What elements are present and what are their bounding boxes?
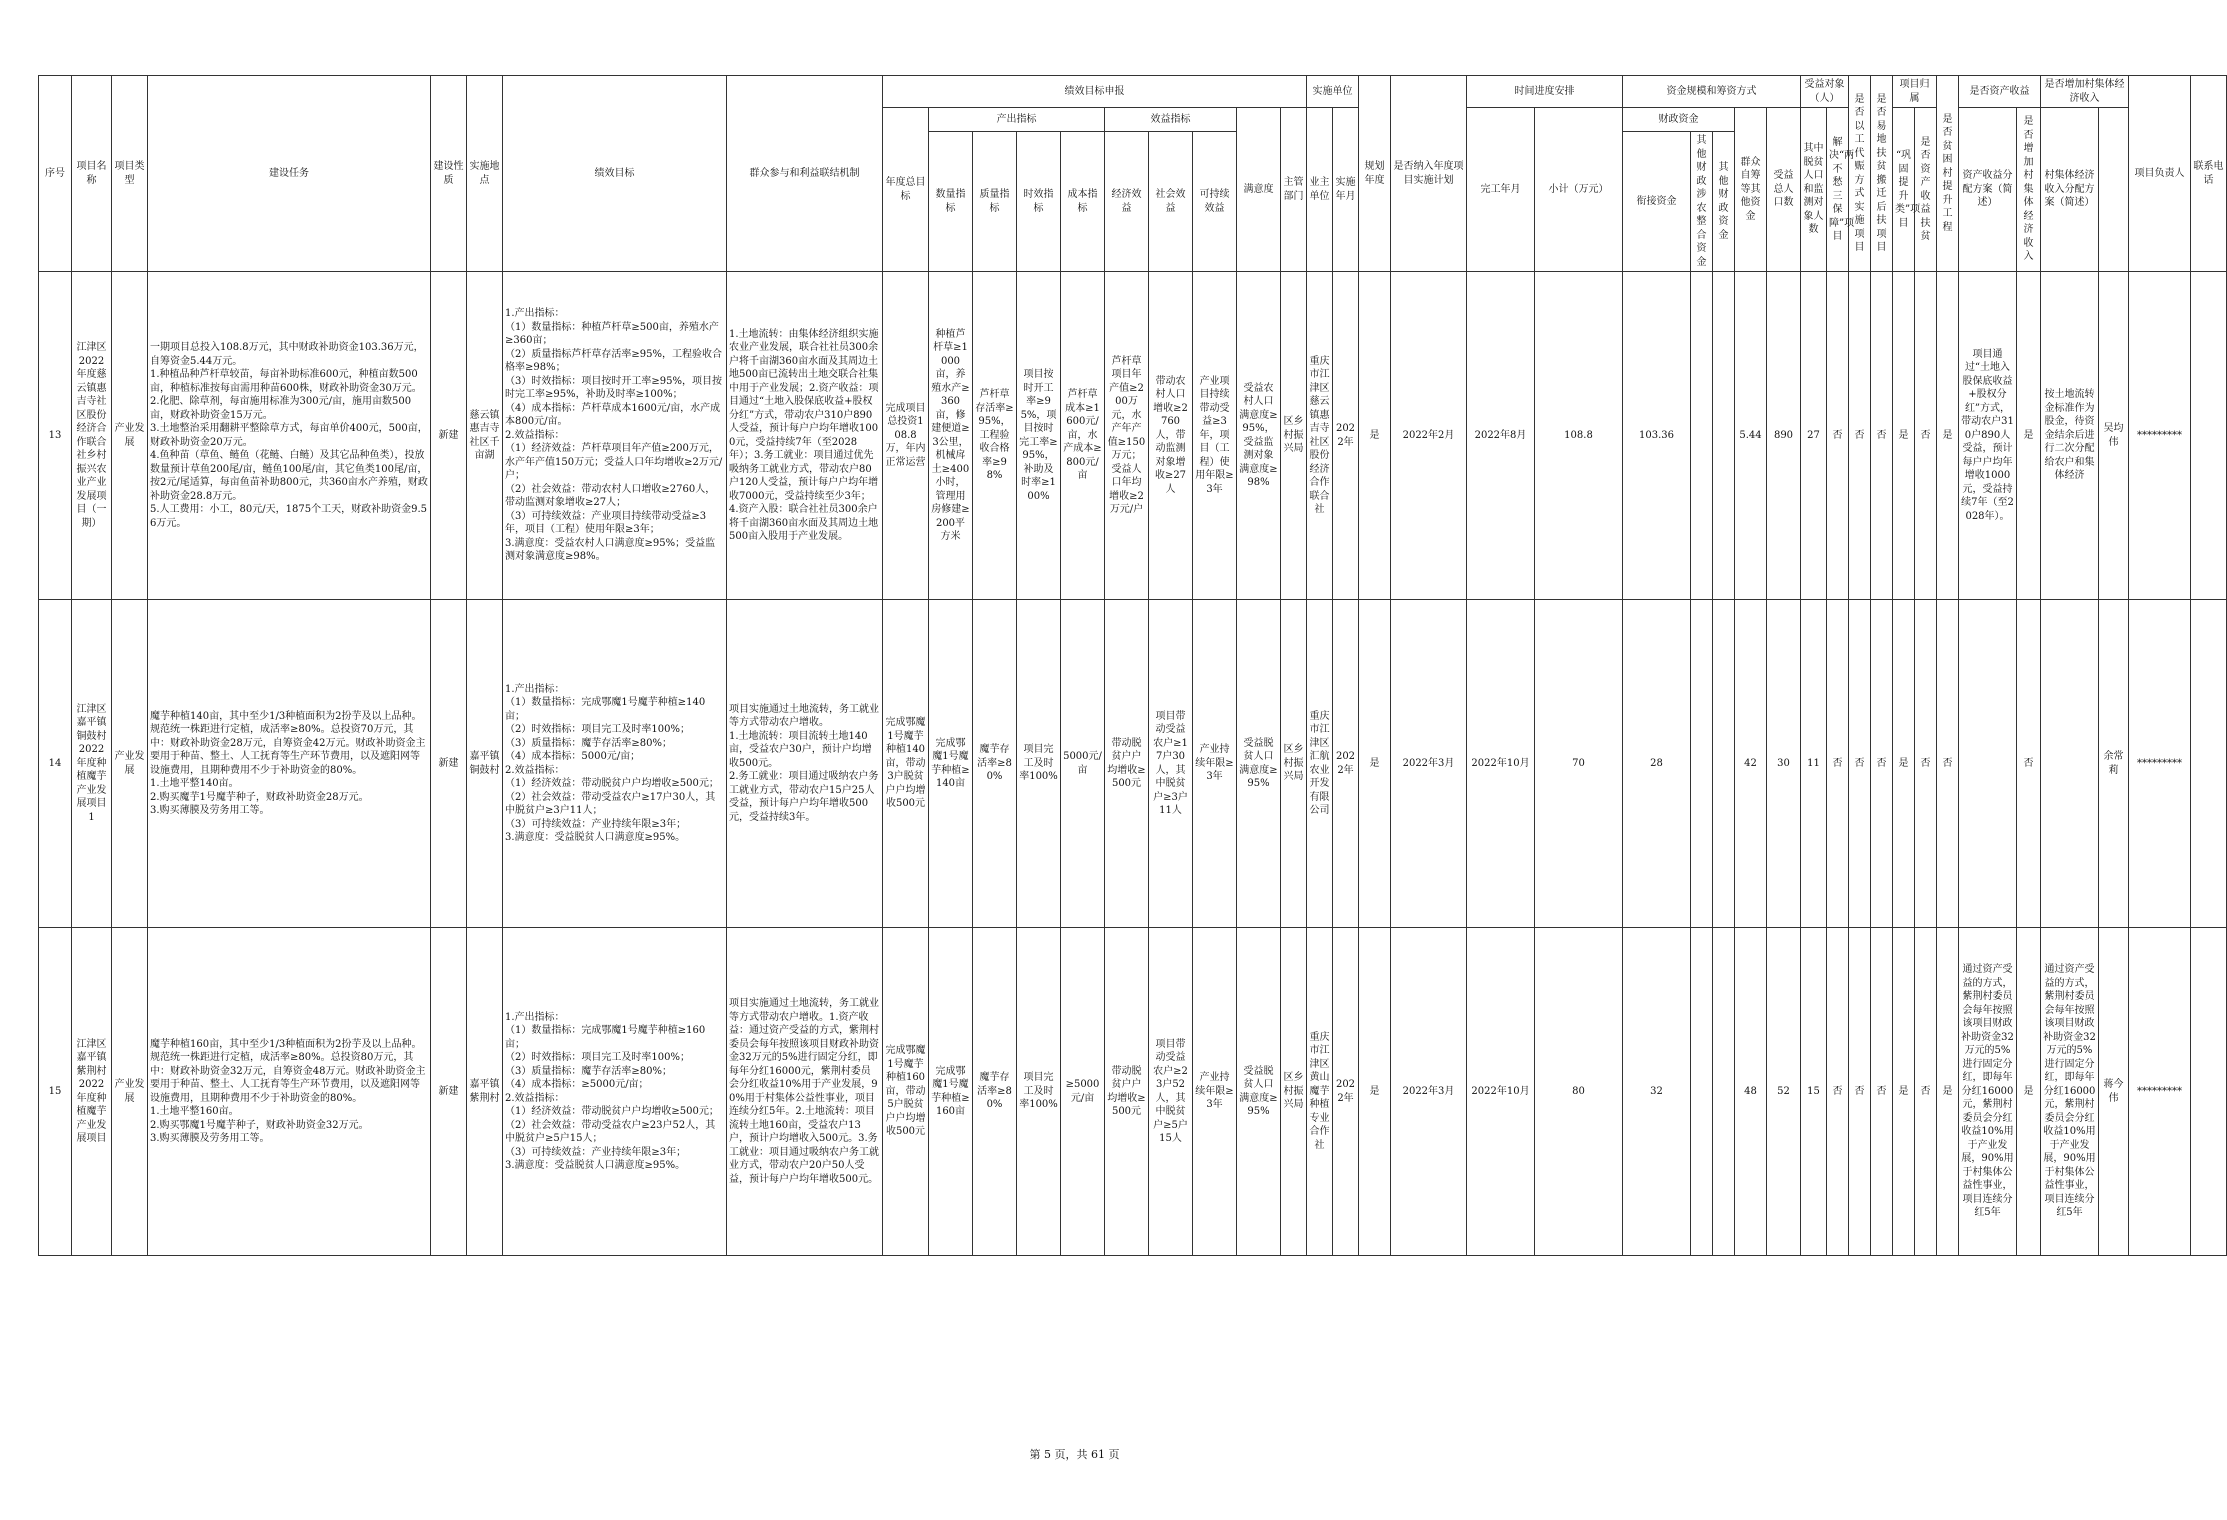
cell-self: 48 <box>1735 928 1767 1256</box>
header-benefit-group: 效益指标 <box>1105 108 1237 132</box>
header-place: 实施地点 <box>467 76 503 272</box>
cell-satisfy: 受益脱贫人口满意度≥95% <box>1237 928 1281 1256</box>
cell-two-guar: 否 <box>1871 272 1893 600</box>
header-annual-goal: 年度总目标 <box>883 108 929 272</box>
cell-dept: 区乡村振兴局 <box>1281 928 1307 1256</box>
cell-annual-goal: 完成鄂魔1号魔芋种植160亩，带动5户脱贫户户均增收500元 <box>883 928 929 1256</box>
cell-benef-total: 52 <box>1767 928 1801 1256</box>
cell-phone: ********* <box>2129 272 2191 600</box>
header-linked: 衔接资金 <box>1623 132 1691 272</box>
cell-nature: 新建 <box>431 600 467 928</box>
header-income-yes: 是否增加村集体经济收入 <box>2017 108 2041 272</box>
header-start: 实施年月 <box>1333 108 1359 272</box>
header-owner: 业主单位 <box>1307 108 1333 272</box>
cell-owner: 重庆市江津区慈云镇惠吉寺社区股份经济合作联合社 <box>1307 272 1333 600</box>
cell-end: 2022年10月 <box>1467 928 1535 1256</box>
header-dept: 主管部门 <box>1281 108 1307 272</box>
cell-cost: 5000元/亩 <box>1061 600 1105 928</box>
cell-relocation: 否 <box>1849 600 1871 928</box>
cell-phone: ********* <box>2129 600 2191 928</box>
header-other-fiscal: 其他财政涉农整合资金 <box>1691 132 1713 272</box>
header-village-proj: 是否贫困村提升工程 <box>1937 76 1959 272</box>
cell-end: 2022年8月 <box>1467 272 1535 600</box>
header-unit-group: 实施单位 <box>1307 76 1359 108</box>
cell-econ: 带动脱贫户户均增收≥500元 <box>1105 928 1149 1256</box>
cell-goal: 1.产出指标： （1）数量指标：种植芦杆草≥500亩，养殖水产≥360亩； （2）质量指标芦杆草存活率≥95%，工程验收合格率≥98%； （3）时效指标：项目按时开工率≥95%，项目按时完工率≥95%，补助及时率≥100%； （4）成本指标：芦杆草成本1600元/亩，水产成本800元/亩。 2.效益指标： （1）经济效益：芦杆草项目年产值≥200万元，水产年产值150万元；受益人口年均增收≥2万元/户； （2）社会效益：带动农村人口增收≥2760人，带动监测对象增收≥27人； （3）可持续效益：产业项目持续带动受益≥3年，项目（工程）使用年限≥3年； 3.满意度：受益农村人口满意度≥95%；受益监测对象满意度≥98%。 <box>503 272 727 600</box>
cell-place: 慈云镇惠吉寺社区千亩湖 <box>467 272 503 600</box>
header-seq: 序号 <box>39 76 72 272</box>
cell-goal: 1.产出指标： （1）数量指标：完成鄂魔1号魔芋种植≥140亩； （2）时效指标：项目完工及时率100%； （3）质量指标：魔芋存活率≥80%； （4）成本指标：5000元/亩； 2.效益指标： （1）经济效益：带动脱贫户户均增收≥500元； （2）社会效益：带动受益农户≥17户30人，其中脱贫户≥3户11人； （3）可持续效益：产业持续年限≥3年； 3.满意度：受益脱贫人口满意度≥95%。 <box>503 600 727 928</box>
cell-total: 80 <box>1535 928 1623 1256</box>
cell-self: 5.44 <box>1735 272 1767 600</box>
cell-lead: 余常莉 <box>2099 600 2129 928</box>
cell-mech: 项目实施通过土地流转，务工就业等方式带动农户增收。1.资产收益：通过资产受益的方式，紫荆村委员会每年按照该项目财政补助资金32万元的5%进行固定分红，即每年分红16000元，紫荆村委员会分红收益10%用于产业发展，90%用于村集体公益性事业，项目连续分红5年。2.土地流转：项目流转土地160亩，受益农户13户，预计户均增收入500元。3.务工就业：项目通过吸纳农户务工就业方式，带动农户20户50人受益，预计每户户均年增收500元。 <box>727 928 883 1256</box>
cell-social: 项目带动受益农户≥23户52人，其中脱贫户≥5户15人 <box>1149 928 1193 1256</box>
cell-other-fiscal <box>1691 600 1713 928</box>
cell-in-plan: 是 <box>1359 272 1391 600</box>
cell-quality: 魔芋存活率≥80% <box>973 928 1017 1256</box>
cell-work-relief: 否 <box>1827 600 1849 928</box>
header-social: 社会效益 <box>1149 132 1193 272</box>
cell-asset-yes: 是 <box>1937 928 1959 1256</box>
header-nature: 建设性质 <box>431 76 467 272</box>
header-work-relief: 是否以工代赈方式实施项目 <box>1849 76 1871 272</box>
cell-dept: 区乡村振兴局 <box>1281 600 1307 928</box>
cell-other2 <box>1713 928 1735 1256</box>
cell-benef-total: 890 <box>1767 272 1801 600</box>
cell-cost: ≥5000元/亩 <box>1061 928 1105 1256</box>
header-econ: 经济效益 <box>1105 132 1149 272</box>
header-time-group: 时间进度安排 <box>1467 76 1623 108</box>
header-cost: 成本指标 <box>1061 132 1105 272</box>
cell-lead: 吴均伟 <box>2099 272 2129 600</box>
header-two-guar: 解决“两不愁三保障”项目 <box>1827 108 1849 272</box>
cell-lead: 蒋今伟 <box>2099 928 2129 1256</box>
cell-sustain: 产业项目持续带动受益≥3年，项目（工程）使用年限≥3年 <box>1193 272 1237 600</box>
cell-plan-year: 2022年 <box>1333 928 1359 1256</box>
cell-village-proj: 否 <box>1915 600 1937 928</box>
cell-village-proj: 否 <box>1915 272 1937 600</box>
header-consolidate: “巩固提升类”项目 <box>1893 108 1915 272</box>
cell-two-guar: 否 <box>1871 600 1893 928</box>
cell-start: 2022年3月 <box>1391 600 1467 928</box>
cell-place: 嘉平镇紫荆村 <box>467 928 503 1256</box>
cell-type: 产业发展 <box>112 272 148 600</box>
header-asset-group: 是否资产收益 <box>1959 76 2041 108</box>
cell-phone: ********* <box>2129 928 2191 1256</box>
header-self: 群众自筹等其他资金 <box>1735 108 1767 272</box>
cell-benef-total: 30 <box>1767 600 1801 928</box>
cell-linked: 28 <box>1623 600 1691 928</box>
cell-type: 产业发展 <box>112 600 148 928</box>
cell-total: 70 <box>1535 600 1623 928</box>
cell-remark <box>2191 272 2227 600</box>
header-benef-group: 受益对象（人） <box>1801 76 1849 108</box>
cell-asset-plan <box>1959 600 2017 928</box>
cell-seq: 15 <box>39 928 72 1256</box>
cell-place: 嘉平镇铜鼓村 <box>467 600 503 928</box>
header-goal: 绩效目标 <box>503 76 727 272</box>
cell-two-guar: 否 <box>1871 928 1893 1256</box>
header-quality: 质量指标 <box>973 132 1017 272</box>
cell-start: 2022年3月 <box>1391 928 1467 1256</box>
cell-sustain: 产业持续年限≥3年 <box>1193 928 1237 1256</box>
header-output-group: 产出指标 <box>929 108 1105 132</box>
cell-annual-goal: 完成鄂魔1号魔芋种植140亩，带动3户脱贫户户均增收500元 <box>883 600 929 928</box>
header-task: 建设任务 <box>148 76 431 272</box>
header-mech: 群众参与和利益联结机制 <box>727 76 883 272</box>
cell-income-yes: 是 <box>2017 272 2041 600</box>
cell-nature: 新建 <box>431 272 467 600</box>
cell-asset-plan: 项目通过“土地入股保底收益+股权分红”方式，带动农户310户890人受益，预计每户户均年增收1000元，受益持续7年（至2028年）。 <box>1959 272 2017 600</box>
cell-goal: 1.产出指标： （1）数量指标：完成鄂魔1号魔芋种植≥160亩； （2）时效指标：项目完工及时率100%； （3）质量指标：魔芋存活率≥80%； （4）成本指标：≥5000元/亩； 2.效益指标： （1）经济效益：带动脱贫户户均增收≥500元； （2）社会效益：带动受益农户≥23户52人，其中脱贫户≥5户15人； （3）可持续效益：产业持续年限≥3年； 3.满意度：受益脱贫人口满意度≥95%。 <box>503 928 727 1256</box>
cell-plan-year: 2022年 <box>1333 600 1359 928</box>
header-other2: 其他财政资金 <box>1713 132 1735 272</box>
header-satisfy: 满意度 <box>1237 108 1281 272</box>
cell-work-relief: 否 <box>1827 272 1849 600</box>
cell-name: 江津区嘉平镇铜鼓村2022年度种植魔芋产业发展项目1 <box>72 600 112 928</box>
cell-task: 一期项目总投入108.8万元，其中财政补助资金103.36万元，自筹资金5.44万元。 1.种植品种芦杆草较苗，每亩补助标准600元，种植亩数500亩，种植标准按每亩需用种苗600株，财政补助资金30万元。 2.化肥、除草剂，每亩施用标准为300元/亩，施用亩数500亩，财政补助资金15万元。 3.土地整治采用翻耕平整除草方式，每亩单价400元，500亩，财政补助资金20万元。 4.鱼种苗（草鱼、鲢鱼（花鲢、白鲢）及其它品种鱼类），投放数量预计草鱼200尾/亩，鲢鱼100尾/亩，其它鱼类100尾/亩，按2元/尾适算，每亩鱼苗补助800元，共360亩水产养殖，财政补助资金28.8万元。 5.人工费用：小工，80元/天，1875个工天，财政补助资金9.56万元。 <box>148 272 431 600</box>
cell-name: 江津区嘉平镇紫荆村2022年度种植魔芋产业发展项目 <box>72 928 112 1256</box>
cell-quality: 芦杆草存活率≥95%，工程验收合格率≥98% <box>973 272 1017 600</box>
cell-other2 <box>1713 600 1735 928</box>
cell-nature: 新建 <box>431 928 467 1256</box>
cell-owner: 重庆市江津区黄山魔芋种植专业合作社 <box>1307 928 1333 1256</box>
cell-income-plan <box>2041 600 2099 928</box>
cell-other2 <box>1713 272 1735 600</box>
cell-quality: 魔芋存活率≥80% <box>973 600 1017 928</box>
cell-time: 项目按时开工率≥95%，项目按时完工率≥95%，补助及时率≥100% <box>1017 272 1061 600</box>
cell-cost: 芦杆草成本≥1600元/亩，水产成本≥800元/亩 <box>1061 272 1105 600</box>
cell-econ: 带动脱贫户户均增收≥500元 <box>1105 600 1149 928</box>
header-phone: 联系电话 <box>2191 76 2227 272</box>
cell-task: 魔芋种植160亩，其中至少1/3种植面积为2扮芋及以上品种。规范统一株距进行定植，成活率≥80%。总投资80万元，其中：财政补助资金32万元，自筹资金48万元。财政补助资金主要用于种苗、整土、人工抚育等生产环节费用，以及遮阳网等设施费用，且期种费用不少于补助资金的80%。 1.土地平整160亩。 2.购买鄂魔1号魔芋种子，财政补助资金32万元。 3.购买薄膜及劳务用工等。 <box>148 928 431 1256</box>
header-asset-plan: 资产收益分配方案（简述） <box>1959 108 2017 272</box>
cell-start: 2022年2月 <box>1391 272 1467 600</box>
header-lead: 项目负责人 <box>2129 76 2191 272</box>
cell-income-yes: 否 <box>2017 600 2041 928</box>
cell-total: 108.8 <box>1535 272 1623 600</box>
header-fund-group: 资金规模和筹资方式 <box>1623 76 1801 108</box>
project-table <box>38 75 2227 1256</box>
cell-other-fiscal <box>1691 928 1713 1256</box>
header-time: 时效指标 <box>1017 132 1061 272</box>
cell-dept: 区乡村振兴局 <box>1281 272 1307 600</box>
cell-qty: 完成鄂魔1号魔芋种植≥160亩 <box>929 928 973 1256</box>
table-row <box>39 600 2227 928</box>
cell-type: 产业发展 <box>112 928 148 1256</box>
cell-qty: 完成鄂魔1号魔芋种植≥140亩 <box>929 600 973 928</box>
cell-asset-yes: 否 <box>1937 600 1959 928</box>
header-in-plan: 是否纳入年度项目实施计划 <box>1391 76 1467 272</box>
cell-income-yes: 是 <box>2017 928 2041 1256</box>
cell-linked: 32 <box>1623 928 1691 1256</box>
page-footer: 第 5 页，共 61 页 <box>1029 1448 1120 1461</box>
cell-consolidate: 是 <box>1893 600 1915 928</box>
header-end: 完工年月 <box>1467 108 1535 272</box>
cell-work-relief: 否 <box>1827 928 1849 1256</box>
cell-end: 2022年10月 <box>1467 600 1535 928</box>
cell-satisfy: 受益农村人口满意度≥95%，受益监测对象满意度≥98% <box>1237 272 1281 600</box>
cell-satisfy: 受益脱贫人口满意度≥95% <box>1237 600 1281 928</box>
cell-time: 项目完工及时率100% <box>1017 600 1061 928</box>
header-benef-poor: 其中脱贫人口和监测对象人数 <box>1801 108 1827 272</box>
cell-income-plan: 按土地流转金标准作为股金，待资金结余后进行二次分配给农户和集体经济 <box>2041 272 2099 600</box>
cell-time: 项目完工及时率100% <box>1017 928 1061 1256</box>
cell-linked: 103.36 <box>1623 272 1691 600</box>
header-total: 小计（万元） <box>1535 108 1623 272</box>
cell-income-plan: 通过资产受益的方式，紫荆村委员会每年按照该项目财政补助资金32万元的5%进行固定分红，即每年分红16000元，紫荆村委员会分红收益10%用于产业发展，90%用于村集体公益性事业，项目连续分红5年 <box>2041 928 2099 1256</box>
cell-in-plan: 是 <box>1359 600 1391 928</box>
cell-mech: 1.土地流转：由集体经济组织实施农业产业发展，联合社社员300余户将千亩湖360亩水面及其周边土地500亩已流转出土地交联合社集中用于产业发展；2.资产收益：项目通过“土地入股保底收益+股权分红”方式，带动农户310户890人受益，预计每户户均年增收1000元，受益持续7年（至2028年）；3.务工就业：项目通过优先吸纳务工就业方式，带动农户80户120人受益，预计每户户均年增收7000元，受益持续至少3年；4.资产入股：联合社社员300余户将千亩湖360亩水面及其周边土地500亩入股用于产业发展。 <box>727 272 883 600</box>
cell-annual-goal: 完成项目总投资108.8万，年内正常运营 <box>883 272 929 600</box>
header-fiscal-group: 财政资金 <box>1623 108 1735 132</box>
cell-other-fiscal <box>1691 272 1713 600</box>
cell-consolidate: 是 <box>1893 272 1915 600</box>
header-asset-yes: 是否资产收益扶贫 <box>1915 108 1937 272</box>
cell-seq: 14 <box>39 600 72 928</box>
cell-seq: 13 <box>39 272 72 600</box>
cell-benef-poor: 15 <box>1801 928 1827 1256</box>
header-attr-group: 项目归属 <box>1893 76 1937 108</box>
header-income-group: 是否增加村集体经济收入 <box>2041 76 2129 108</box>
cell-qty: 种植芦杆草≥1000亩，养殖水产≥360亩，修建便道≥3公里，机械戽土≥400小时，管理用房修建≥200平方米 <box>929 272 973 600</box>
cell-remark <box>2191 928 2227 1256</box>
cell-in-plan: 是 <box>1359 928 1391 1256</box>
cell-asset-yes: 是 <box>1937 272 1959 600</box>
header-benef-total: 受益总人口数 <box>1767 108 1801 272</box>
cell-sustain: 产业持续年限≥3年 <box>1193 600 1237 928</box>
cell-name: 江津区2022年度慈云镇惠吉寺社区股份经济合作联合社乡村振兴农业产业发展项目（一期） <box>72 272 112 600</box>
cell-social: 项目带动受益农户≥17户30人，其中脱贫户≥3户11人 <box>1149 600 1193 928</box>
header-sustain: 可持续效益 <box>1193 132 1237 272</box>
header-plan-year: 规划年度 <box>1359 76 1391 272</box>
cell-village-proj: 否 <box>1915 928 1937 1256</box>
table-row <box>39 928 2227 1256</box>
cell-relocation: 否 <box>1849 272 1871 600</box>
cell-econ: 芦杆草项目年产值≥200万元，水产年产值≥150万元；受益人口年均增收≥2万元/户 <box>1105 272 1149 600</box>
cell-benef-poor: 11 <box>1801 600 1827 928</box>
header-perf-group: 绩效目标申报 <box>883 76 1307 108</box>
cell-social: 带动农村人口增收≥2760人，带动监测对象增收≥27人 <box>1149 272 1193 600</box>
header-qty: 数量指标 <box>929 132 973 272</box>
cell-mech: 项目实施通过土地流转，务工就业等方式带动农户增收。 1.土地流转：项目流转土地140亩，受益农户30户，预计户均增收500元。 2.务工就业：项目通过吸纳农户务工就业方式，带动农户15户25人受益，预计每户户均年增收500元，受益持续3年。 <box>727 600 883 928</box>
cell-asset-plan: 通过资产受益的方式，紫荆村委员会每年按照该项目财政补助资金32万元的5%进行固定分红，即每年分红16000元，紫荆村委员会分红收益10%用于产业发展，90%用于村集体公益性事业，项目连续分红5年 <box>1959 928 2017 1256</box>
header-type: 项目类型 <box>112 76 148 272</box>
cell-task: 魔芋种植140亩，其中至少1/3种植面积为2扮芋及以上品种。规范统一株距进行定植，成活率≥80%。总投资70万元，其中：财政补助资金28万元，自筹资金42万元。财政补助资金主要用于种苗、整土、人工抚育等生产环节费用，以及遮阳网等设施费用，且期种费用不少于补助资金的80%。 1.土地平整140亩。 2.购买魔芋1号魔芋种子，财政补助资金28万元。 3.购买薄膜及劳务用工等。 <box>148 600 431 928</box>
header-income-plan: 村集体经济收入分配方案（简述） <box>2041 108 2099 272</box>
cell-benef-poor: 27 <box>1801 272 1827 600</box>
cell-plan-year: 2022年 <box>1333 272 1359 600</box>
cell-relocation: 否 <box>1849 928 1871 1256</box>
cell-remark <box>2191 600 2227 928</box>
cell-self: 42 <box>1735 600 1767 928</box>
table-row <box>39 272 2227 600</box>
header-relocation: 是否易地扶贫搬迁后扶项目 <box>1871 76 1893 272</box>
header-name: 项目名称 <box>72 76 112 272</box>
document-page <box>38 75 2224 1256</box>
cell-owner: 重庆市江津区汇航农业开发有限公司 <box>1307 600 1333 928</box>
cell-consolidate: 是 <box>1893 928 1915 1256</box>
